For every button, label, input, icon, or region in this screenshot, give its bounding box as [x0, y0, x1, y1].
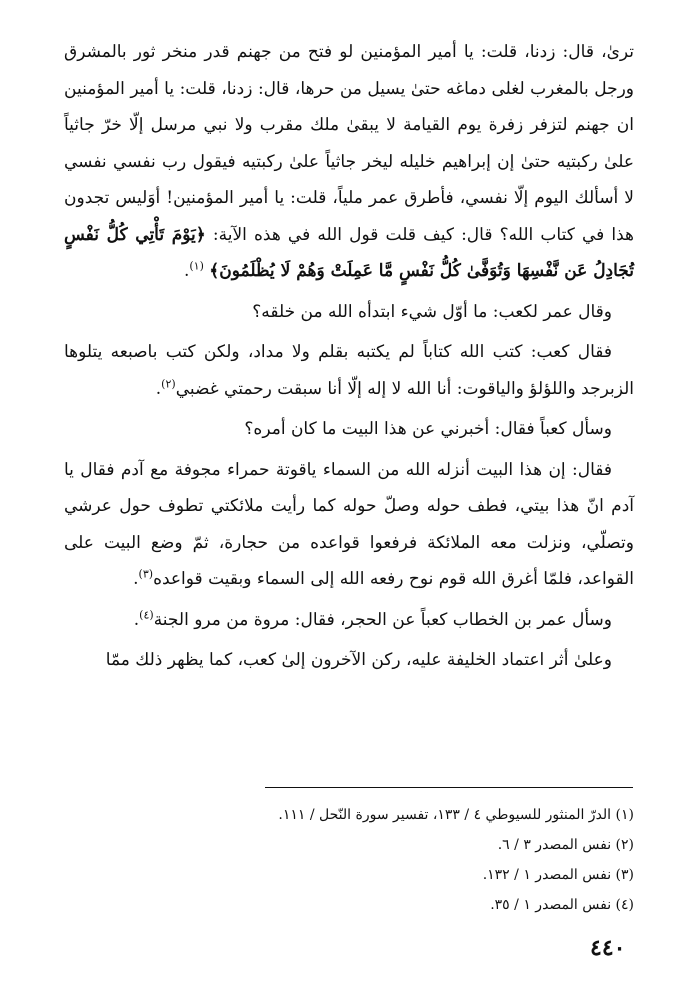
paragraph-3-text: فقال كعب: كتب الله كتاباً لم يكتبه بقلم ولا مداد، ولكن كتب باصبعه يتلوها الزبرجد واللؤلؤ والياقوت: أنا الله لا إله إلّا أنا سبقت رحمتي غضبي — [64, 342, 634, 399]
footnote-ref-2: (٢) — [161, 376, 176, 390]
footnote-3: (٣) نفس المصدر ١ / ١٣٢. — [482, 867, 634, 883]
footnote-4: (٤) نفس المصدر ١ / ٣٥. — [490, 897, 634, 913]
paragraph-6-text: وسأل عمر بن الخطاب كعباً عن الحجر، فقال: مروة من مرو الجنة — [153, 609, 612, 630]
paragraph-7: وعلىٰ أثر اعتماد الخليفة عليه، ركن الآخرون إلىٰ كعب، كما يظهر ذلك ممّا — [105, 650, 612, 670]
footnote-ref-3: (٣) — [138, 567, 154, 581]
paragraph-5: فقال: إن هذا البيت أنزله الله من السماء ياقوتة حمراء مجوفة مع آدم فقال يا آدم انّ هذا بيتي، فطف حوله وصلّ حوله كما رأيت ملائكتي تطوف حول عرشي وتصلّي، ونزلت معه الملائكة فرفعوا قواعده من حجارة، ثمّ وضع البيت على القواعد، فلمّا أغرق الله قوم نوح رفعه الله إلى السماء وبقيت قواعده$^{(٣)}$. — [64, 459, 634, 589]
footnotes — [64, 800, 634, 920]
paragraph-1-text: ترىٰ، قال: زدنا، قلت: يا أمير المؤمنين لو فتح من جهنم قدر منخر ثور بالمشرق ورجل بالمغرب لغلى دماغه حتىٰ يسيل من حرها، قال: زدنا، قلت: يا أمير المؤمنين ان جهنم لتزفر زفرة يوم القيامة لا يبقىٰ ملك مقرب ولا نبي مرسل إلّا خرّ جاثياً علىٰ ركبتيه حتىٰ إن إبراهيم خليله ليخر جاثياً علىٰ ركبتيه فيقول رب نفسي نفسي لا أسألك اليوم إلّا نفسي، فأطرق عمر ملياً، قلت: يا أمير المؤمنين! أوَليس تجدون هذا في كتاب الله؟ قال: كيف قلت قول الله في هذه الآية: — [64, 42, 634, 245]
paragraph-6: وسأل عمر بن الخطاب كعباً عن الحجر، فقال: مروة من مرو الجنة$^{(٤)}$. — [133, 607, 612, 630]
quran-verse: ﴿يَوْمَ تَأْتِي كُلُّ نَفْسٍ تُجَادِلُ عَن نَّفْسِهَا وَتُوَفَّىٰ كُلُّ نَفْسٍ مَّا عَمِلَتْ وَهُمْ لَا يُظْلَمُونَ﴾ — [64, 224, 634, 281]
footnote-2: (٢) نفس المصدر ٣ / ٦. — [497, 837, 634, 853]
footnote-ref-1: (١) — [189, 259, 204, 273]
main-text — [64, 34, 634, 679]
paragraph-4: وسأل كعباً فقال: أخبرني عن هذا البيت ما كان أمره؟ — [244, 419, 612, 439]
footnote-ref-4: (٤) — [139, 607, 154, 621]
page-number: ٤٤٠ — [590, 935, 626, 961]
paragraph-5-text: فقال: إن هذا البيت أنزله الله من السماء ياقوتة حمراء مجوفة مع آدم فقال يا آدم انّ هذا بيتي، فطف حوله وصلّ حوله كما رأيت ملائكتي تطوف حول عرشي وتصلّي، ونزلت معه الملائكة فرفعوا قواعده من حجارة، ثمّ وضع البيت على القواعد، فلمّا أغرق الله قوم نوح رفعه الله إلى السماء وبقيت قواعده — [64, 459, 634, 589]
paragraph-1: ترىٰ، قال: زدنا، قلت: يا أمير المؤمنين لو فتح من جهنم قدر منخر ثور بالمشرق ورجل بالمغرب لغلى دماغه حتىٰ يسيل من حرها، قال: زدنا، قلت: يا أمير المؤمنين ان جهنم لتزفر زفرة يوم القيامة لا يبقىٰ ملك مقرب ولا نبي مرسل إلّا خرّ جاثياً علىٰ ركبتيه حتىٰ إن إبراهيم خليله ليخر جاثياً علىٰ ركبتيه فيقول رب نفسي نفسي لا أسألك اليوم إلّا نفسي، فأطرق عمر ملياً، قلت: يا أمير المؤمنين! أوَليس تجدون هذا في كتاب الله؟ قال: كيف قلت قول الله في هذه الآية: ﴿يَوْمَ تَأْتِي كُلُّ نَفْسٍ تُجَادِلُ عَن نَّفْسِهَا وَتُوَفَّىٰ كُلُّ نَفْسٍ مَّا عَمِلَتْ وَهُمْ لَا يُظْلَمُونَ﴾ $^{(١)}$. — [64, 42, 634, 281]
footnote-1: (١) الدرّ المنثور للسيوطي ٤ / ١٣٣، تفسير سورة النّحل / ١١١. — [278, 807, 634, 823]
paragraph-2: وقال عمر لكعب: ما أوّل شيء ابتدأه الله من خلقه؟ — [252, 301, 612, 322]
footnote-divider — [265, 787, 633, 788]
paragraph-3: فقال كعب: كتب الله كتاباً لم يكتبه بقلم ولا مداد، ولكن كتب باصبعه يتلوها الزبرجد واللؤلؤ والياقوت: أنا الله لا إله إلّا أنا سبقت رحمتي غضبي$^{(٢)}$. — [64, 342, 634, 399]
